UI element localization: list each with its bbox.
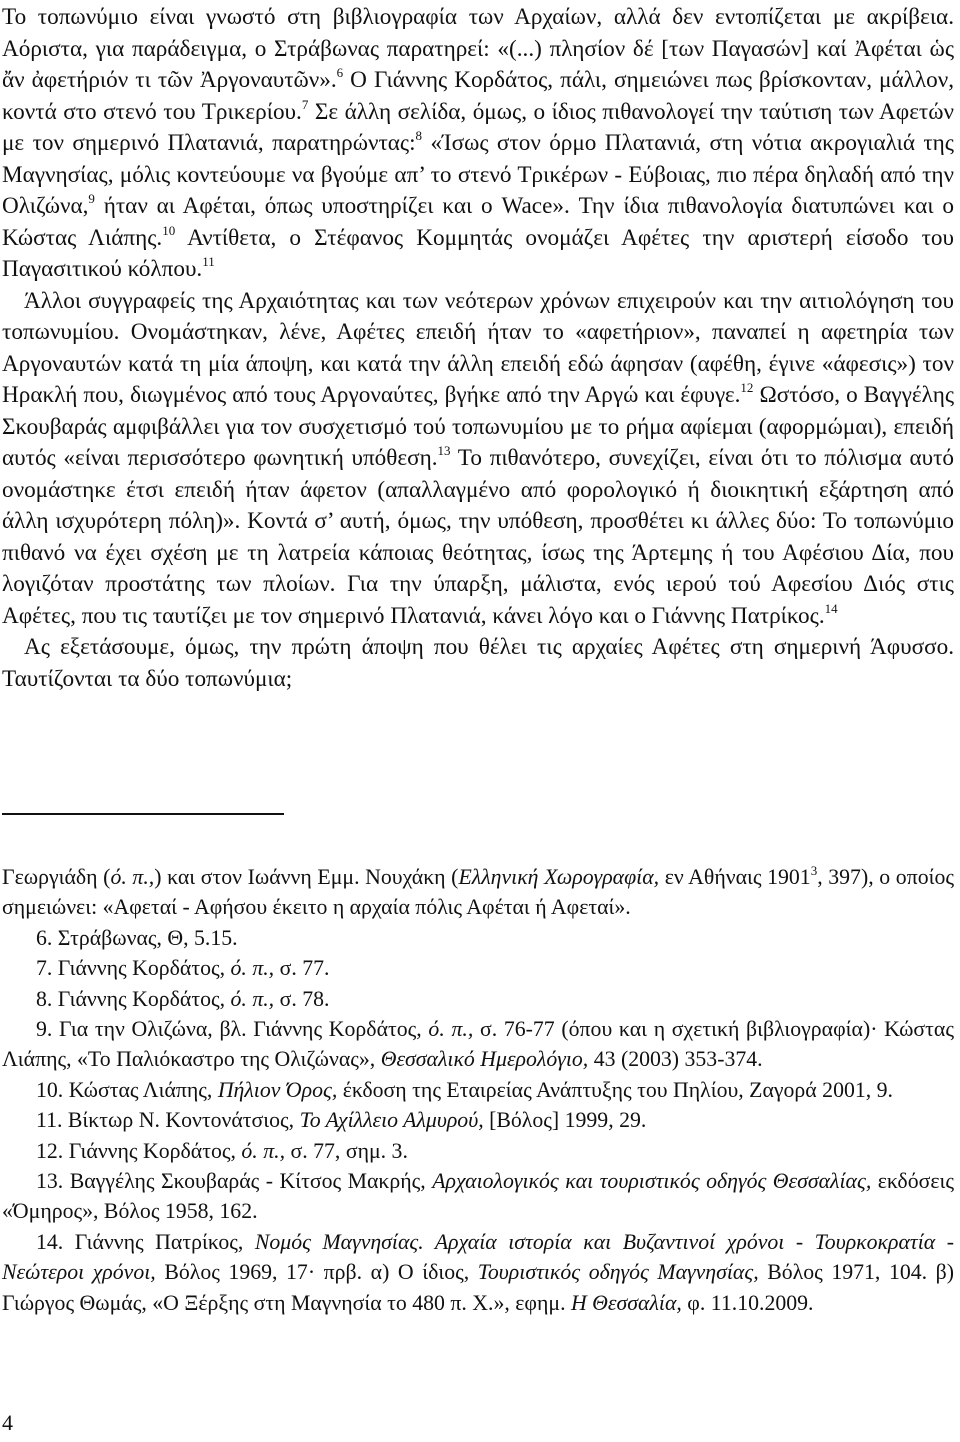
footnote-ref-6[interactable]: 6	[336, 65, 344, 81]
footnote-ref-7[interactable]: 7	[301, 96, 309, 112]
footnote-ref-13[interactable]: 13	[437, 443, 451, 459]
footnote-ref-9[interactable]: 9	[88, 191, 95, 207]
paragraph-2: Άλλοι συγγραφείς της Αρχαιότητας και των νεότερων χρόνων επιχειρούν και την αιτιολόγηση του τοπωνυμίου. Ονομάστηκαν, λένε, Αφέτες επειδή ήταν το «αφετήριον», παναπεί η αφετηρία των Αργοναυτών κατά τη μία άποψη, και κατά την άλλη επειδή εδώ άφησαν (αφέθη, έγινε «άφεσις») τον Ηρακλή που, διωγμένος από τους Αργοναύτες, βγήκε από την Αργώ και έφυγε.$^{12}$ Ωστόσο, ο Βαγγέλης Σκουβαράς αμφιβάλλει για τον συσχετισμό τού τοπωνυμίου με το ρήμα αφίεμαι (αφορμώμαι), επειδή αυτός «είναι περισσότερο φωνητική υπόθεση.$^{13}$ Το πιθανότερο, συνεχίζει, είναι ότι το πόλισμα αυτό ονομάστηκε έτσι επειδή ήταν άφετον (απαλλαγμένο από φορολογικό ή διοικητική εξάρτηση από άλλη ισχυρότερη πόλη)». Κοντά σ’ αυτή, όμως, την υπόθεση, προσθέτει κι άλλες δύο: Το τοπωνύμιο πιθανό να έχει σχέση με τη λατρεία κάποιας θεότητας, ίσως της Άρτεμης ή του Αφέσιου Δία, που λογιζόταν προστάτης των πλοίων. Για την ύπαρξη, μάλιστα, ενός ιερού τού Αφεσίου Διός στις Αφέτες, που τις ταυτίζει με τον σημερινό Πλατανιά, κάνει λόγο και ο Γιάννης Πατρίκος.$^{14}$	[2, 287, 954, 629]
footnote-ref-10[interactable]: 10	[162, 222, 176, 238]
footnote-11: 11. Βίκτωρ Ν. Κοντονάτσιος, Το Αχίλλειο Αλμυρού, [Βόλος] 1999, 29.	[36, 1108, 647, 1133]
page-number: 4	[2, 1410, 13, 1435]
paragraph-3: Ας εξετάσουμε, όμως, την πρώτη άποψη που θέλει τις αρχαίες Αφέτες στη σημερινή Άφυσσο. Ταυτίζονται τα δύο τοπωνύμια;	[2, 634, 954, 692]
footnotes	[2, 862, 954, 1318]
footnote-8: 8. Γιάννης Κορδάτος, ό. π., σ. 78.	[36, 986, 330, 1011]
footnote-14: 14. Γιάννης Πατρίκος, Νομός Μαγνησίας. Αρχαία ιστορία και Βυζαντινοί χρόνοι - Τουρκοκρατία - Νεώτεροι χρόνοι, Βόλος 1969, 17· πρβ. α) Ο ίδιος, Τουριστικός οδηγός Μαγνησίας, Βόλος 1971, 104. β) Γιώργος Θωμάς, «Ο Ξέρξης στη Μαγνησία το 480 π. Χ.», εφημ. Η Θεσσαλία, φ. 11.10.2009.	[2, 1229, 954, 1315]
footnote-9: 9. Για την Ολιζώνα, βλ. Γιάννης Κορδάτος, ό. π., σ. 76-77 (όπου και η σχετική βιβλιογραφία)· Κώστας Λιάπης, «Το Παλιόκαστρο της Ολιζώνας», Θεσσαλικό Ημερολόγιο, 43 (2003) 353-374.	[2, 1017, 954, 1072]
footnote-continuation: Γεωργιάδη (ό. π.,) και στον Ιωάννη Εμμ. Νουχάκη (Ελληνική Χωρογραφία, εν Αθήναις 1901$^3$, 397), ο οποίος σημειώνει: «Αφεταί - Αφήσου έκειτο η αρχαία πόλις Αφέται ή Αφεταί».	[2, 862, 954, 920]
paragraph-1: Το τοπωνύμιο είναι γνωστό στη βιβλιογραφία των Αρχαίων, αλλά δεν εντοπίζεται με ακρίβεια. Αόριστα, για παράδειγμα, ο Στράβωνας παρατηρεί: «(...) πλησίον δέ [των Παγασών] καί Ἀφέται ὡς ἄν ἀφετήριόν τι τῶν Ἀργοναυτῶν».$^6$ Ο Γιάννης Κορδάτος, πάλι, σημειώνει πως βρίσκονταν, μάλλον, κοντά στο στενό του Τρικερίου.$^7$ Σε άλλη σελίδα, όμως, ο ίδιος πιθανολογεί την ταύτιση των Αφετών με τον σημερινό Πλατανιά, παρατηρώντας:$^8$ «Ίσως στον όρμο Πλατανιά, στη νότια ακρογιαλιά της Μαγνησίας, μόλις κοντεύουμε να βγούμε απ’ το στενό Τρικέρων - Εύβοιας, πιο πέρα δηλαδή από την Ολιζώνα,$^9$ ήταν αι Αφέται, όπως υποστηρίζει και ο Wace». Την ίδια πιθανολογία διατυπώνει και ο Κώστας Λιάπης.$^{10}$ Αντίθετα, ο Στέφανος Κομμητάς ονομάζει Αφέτες την αριστερή είσοδο του Παγασιτικού κόλπου.$^{11}$	[2, 4, 955, 282]
footnote-13: 13. Βαγγέλης Σκουβαράς - Κίτσος Μακρής, Αρχαιολογικός και τουριστικός οδηγός Θεσσαλίας, εκδόσεις «Όμηρος», Βόλος 1958, 162.	[2, 1169, 954, 1224]
footnote-ref-11[interactable]: 11	[202, 254, 215, 270]
footnote-separator	[2, 813, 284, 815]
footnote-7: 7. Γιάννης Κορδάτος, ό. π., σ. 77.	[36, 956, 330, 981]
footnote-10: 10. Κώστας Λιάπης, Πήλιον Όρος, έκδοση της Εταιρείας Ανάπτυξης του Πηλίου, Ζαγορά 2001, 9.	[36, 1077, 894, 1102]
footnote-12: 12. Γιάννης Κορδάτος, ό. π., σ. 77, σημ. 3.	[36, 1138, 408, 1163]
footnote-6: 6. Στράβωνας, Θ, 5.15.	[36, 925, 238, 950]
footnote-ref-8[interactable]: 8	[415, 128, 423, 144]
main-text	[2, 2, 954, 695]
footnote-ref-12[interactable]: 12	[740, 380, 754, 396]
footnote-ref-14[interactable]: 14	[824, 600, 838, 616]
